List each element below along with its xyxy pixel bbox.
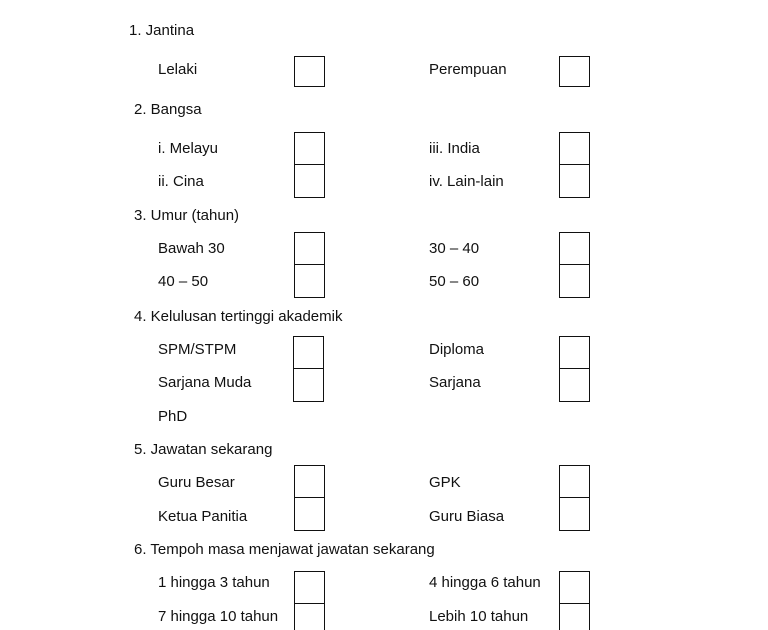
checkbox-melayu[interactable] [294,132,325,166]
checkbox-cina[interactable] [294,164,325,198]
option-label-melayu: i. Melayu [158,140,219,157]
checkbox-lain-lain[interactable] [559,164,590,198]
option-label-lebih-10-tahun: Lebih 10 tahun [429,608,529,625]
checkbox-ketua-panitia[interactable] [294,497,325,531]
question-title-kelulusan: 4. Kelulusan tertinggi akademik [134,308,343,325]
option-label-7-10-tahun: 7 hingga 10 tahun [158,608,279,625]
checkbox-india[interactable] [559,132,590,166]
option-label-sarjana-muda: Sarjana Muda [158,374,252,391]
checkbox-30-40[interactable] [559,232,590,266]
checkbox-sarjana-muda[interactable] [293,368,324,402]
option-label-lain-lain: iv. Lain-lain [429,173,504,190]
option-label-cina: ii. Cina [158,173,204,190]
option-label-50-60: 50 – 60 [429,273,480,290]
checkbox-lebih-10-tahun[interactable] [559,603,590,630]
question-title-tempoh: 6. Tempoh masa menjawat jawatan sekarang [134,541,435,558]
checkbox-40-50[interactable] [294,264,325,298]
question-title-jantina: 1. Jantina [129,22,195,39]
checkbox-50-60[interactable] [559,264,590,298]
checkbox-7-10-tahun[interactable] [294,603,325,630]
option-label-ketua-panitia: Ketua Panitia [158,508,248,525]
option-label-guru-besar: Guru Besar [158,474,235,491]
checkbox-perempuan[interactable] [559,56,590,87]
question-title-bangsa: 2. Bangsa [134,101,202,118]
option-label-diploma: Diploma [429,341,485,358]
option-label-gpk: GPK [429,474,461,491]
checkbox-spm-stpm[interactable] [293,336,324,370]
option-label-30-40: 30 – 40 [429,240,480,257]
checkbox-sarjana[interactable] [559,368,590,402]
checkbox-diploma[interactable] [559,336,590,370]
option-label-india: iii. India [429,140,480,157]
question-title-jawatan: 5. Jawatan sekarang [134,441,273,458]
option-label-guru-biasa: Guru Biasa [429,508,505,525]
option-label-lelaki: Lelaki [158,61,198,78]
option-label-bawah-30: Bawah 30 [158,240,225,257]
checkbox-gpk[interactable] [559,465,590,499]
option-label-1-3-tahun: 1 hingga 3 tahun [158,574,270,591]
checkbox-guru-besar[interactable] [294,465,325,499]
option-label-perempuan: Perempuan [429,61,507,78]
option-label-40-50: 40 – 50 [158,273,209,290]
checkbox-1-3-tahun[interactable] [294,571,325,605]
checkbox-bawah-30[interactable] [294,232,325,266]
question-title-umur: 3. Umur (tahun) [134,207,240,224]
option-label-sarjana: Sarjana [429,374,481,391]
checkbox-guru-biasa[interactable] [559,497,590,531]
option-label-spm-stpm: SPM/STPM [158,341,237,358]
option-label-4-6-tahun: 4 hingga 6 tahun [429,574,541,591]
checkbox-lelaki[interactable] [294,56,325,87]
option-label-phd: PhD [158,408,188,425]
checkbox-4-6-tahun[interactable] [559,571,590,605]
